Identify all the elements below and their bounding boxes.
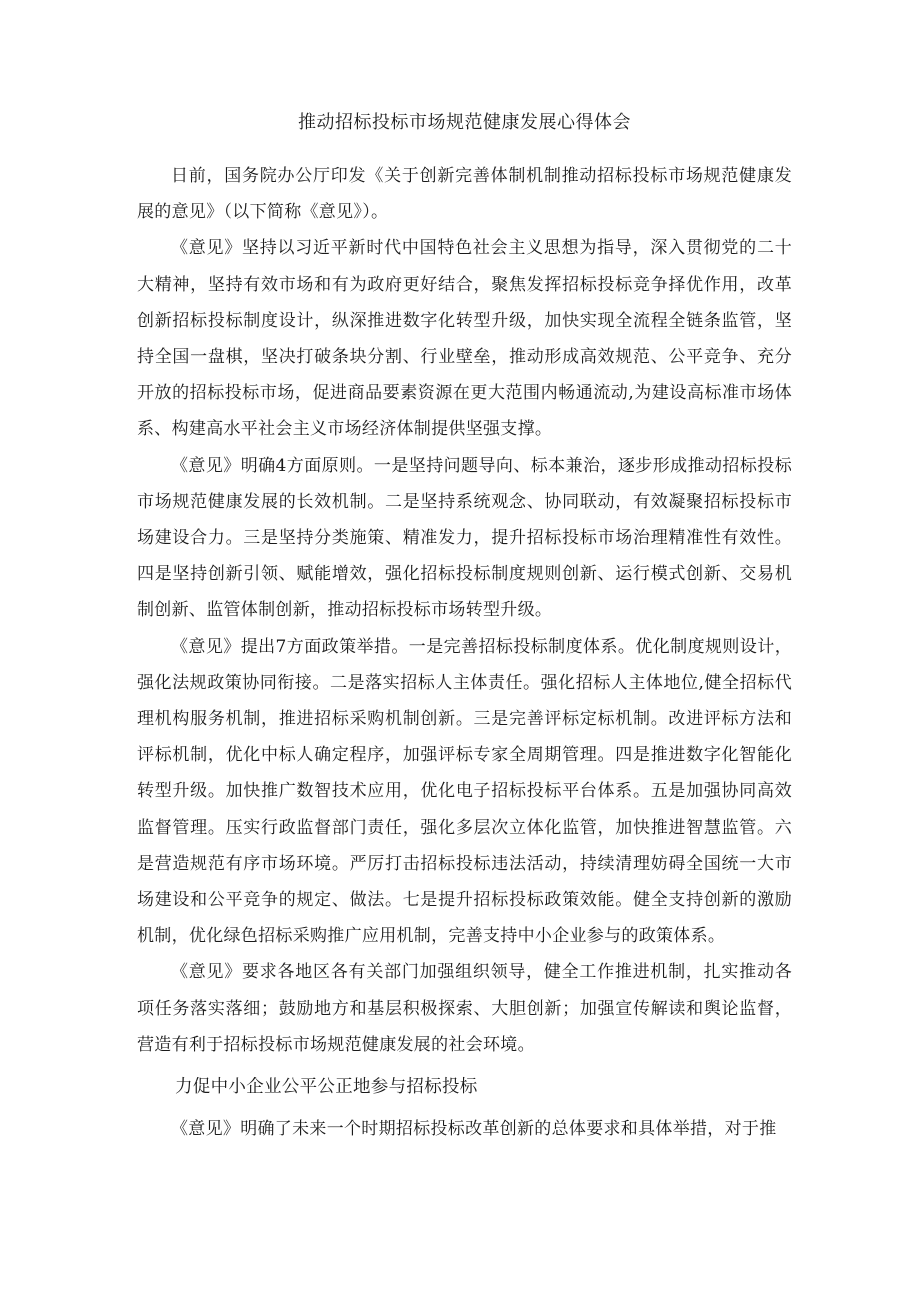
paragraph-guiding-thought: 《意见》坚持以习近平新时代中国特色社会主义思想为指导，深入贯彻党的二十大精神，坚持有效市场和有为政府更好结合，聚焦发挥招标投标竞争择优作用，改革创新招标投标制度设计，纵深推进数字化转型升级，加快实现全流程全链条监管，坚持全国一盘棋，坚决打破条块分割、行业壁垒，推动形成高效规范、公平竞争、充分开放的招标投标市场，促进商品要素资源在更大范围内畅通流动,为建设高标准市场体系、构建高水平社会主义市场经济体制提供坚强支撑。 bbox=[137, 238, 792, 440]
paragraph-requirements: 《意见》要求各地区各有关部门加强组织领导，健全工作推进机制，扎实推动各项任务落实落细；鼓励地方和基层积极探索、大胆创新；加强宣传解读和舆论监督，营造有利于招标投标市场规范健康发展的社会环境。 bbox=[137, 962, 792, 1055]
paragraph-final-partial: 《意见》明确了未来一个时期招标投标改革创新的总体要求和具体举措，对于推 bbox=[171, 1119, 777, 1140]
paragraph-principles: 《意见》明确4方面原则。一是坚持问题导向、标本兼治，逐步形成推动招标投标市场规范健康发展的长效机制。二是坚持系统观念、协同联动，有效凝聚招标投标市场建设合力。三是坚持分类施策、精准发力，提升招标投标市场治理精准性有效性。四是坚持创新引领、赋能增效，强化招标投标制度规则创新、运行模式创新、交易机制创新、监管体制创新，推动招标投标市场转型升级。 bbox=[137, 455, 792, 621]
paragraph-policy-measures: 《意见》提出7方面政策举措。一是完善招标投标制度体系。优化制度规则设计，强化法规政策协同衔接。二是落实招标人主体责任。强化招标人主体地位,健全招标代理机构服务机制，推进招标采购机制创新。三是完善评标定标机制。改进评标方法和评标机制，优化中标人确定程序，加强评标专家全周期管理。四是推进数字化智能化转型升级。加快推广数智技术应用，优化电子招标投标平台体系。五是加强协同高效监督管理。压实行政监督部门责任，强化多层次立体化监管，加快推进智慧监管。六是营造规范有序市场环境。严厉打击招标投标违法活动，持续清理妨碍全国统一大市场建设和公平竞争的规定、做法。七是提升招标投标政策效能。健全支持创新的激励机制，优化绿色招标采购推广应用机制，完善支持中小企业参与的政策体系。 bbox=[137, 636, 792, 947]
section-subheading: 力促中小企业公平公正地参与招标投标 bbox=[175, 1077, 478, 1098]
paragraph-intro: 日前，国务院办公厅印发《关于创新完善体制机制推动招标投标市场规范健康发展的意见》（以下简称《意见》）。 bbox=[137, 166, 792, 223]
document-title: 推动招标投标市场规范健康发展心得体会 bbox=[298, 112, 631, 133]
